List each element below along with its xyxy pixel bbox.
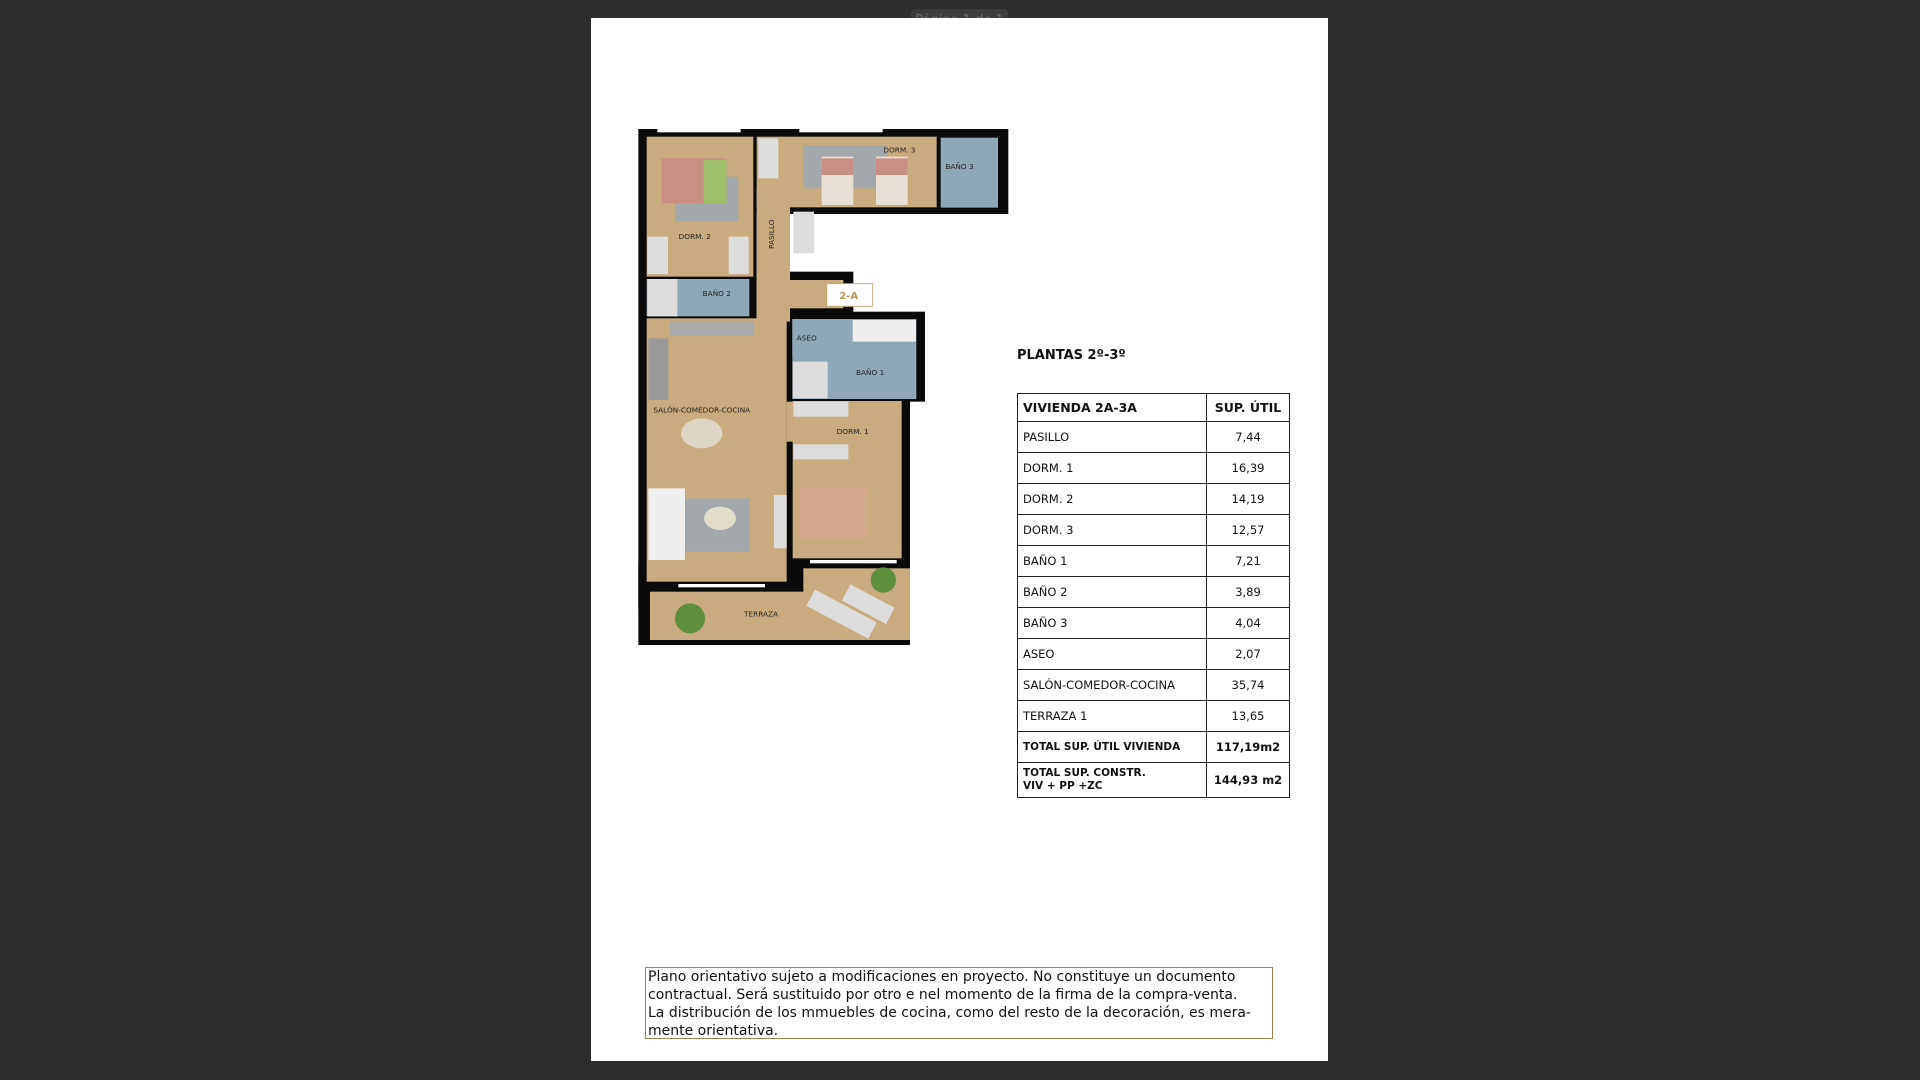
window bbox=[799, 129, 882, 132]
room-area: 16,39 bbox=[1207, 453, 1290, 484]
floors-title: PLANTAS 2º-3º bbox=[1017, 348, 1126, 363]
label-salon: SALÓN-COMEDOR-COCINA bbox=[653, 405, 751, 415]
label-bano2: BAÑO 2 bbox=[702, 289, 731, 298]
bed bbox=[798, 488, 870, 538]
room-name: DORM. 2 bbox=[1018, 484, 1207, 515]
table-row bbox=[1018, 577, 1290, 608]
shower bbox=[647, 279, 677, 316]
plant bbox=[675, 603, 705, 633]
label-bano1: BAÑO 1 bbox=[856, 368, 885, 377]
total-constr-sublabel: VIV + PP +ZC bbox=[1023, 780, 1103, 792]
room-area: 7,44 bbox=[1207, 422, 1290, 453]
room-name: ASEO bbox=[1018, 639, 1207, 670]
table-row bbox=[1018, 546, 1290, 577]
wardrobe bbox=[758, 138, 778, 178]
room-name: BAÑO 3 bbox=[1018, 608, 1207, 639]
note-line: contractual. Será sustituido por otro e nel momento de la firma de la compra-venta. bbox=[648, 987, 1238, 1003]
floor-plan bbox=[630, 125, 1020, 870]
total-util-label: TOTAL SUP. ÚTIL VIVIENDA bbox=[1018, 732, 1207, 763]
wardrobe bbox=[793, 402, 848, 417]
note-line: Plano orientativo sujeto a modificaciones en proyecto. No constituye un documento bbox=[648, 969, 1236, 985]
unit-tag: 2-A bbox=[839, 291, 859, 302]
room-name: DORM. 1 bbox=[1018, 453, 1207, 484]
total-util-value: 117,19m2 bbox=[1207, 732, 1290, 763]
total-constr-row bbox=[1018, 763, 1290, 798]
table-row bbox=[1018, 608, 1290, 639]
header-unit: VIVIENDA 2A-3A bbox=[1018, 394, 1207, 422]
room-name: PASILLO bbox=[1018, 422, 1207, 453]
room-name: TERRAZA 1 bbox=[1018, 701, 1207, 732]
label-bano3: BAÑO 3 bbox=[945, 162, 974, 171]
total-constr-value: 144,93 m2 bbox=[1207, 763, 1290, 798]
table-row bbox=[1018, 422, 1290, 453]
room-area: 2,07 bbox=[1207, 639, 1290, 670]
room-area: 14,19 bbox=[1207, 484, 1290, 515]
bathtub bbox=[853, 320, 916, 342]
room-area: 7,21 bbox=[1207, 546, 1290, 577]
room-area: 35,74 bbox=[1207, 670, 1290, 701]
label-terraza: TERRAZA bbox=[744, 609, 779, 619]
wardrobe bbox=[647, 237, 668, 274]
total-util-row bbox=[1018, 732, 1290, 763]
sofa bbox=[648, 488, 685, 560]
room-name: DORM. 3 bbox=[1018, 515, 1207, 546]
wardrobe bbox=[793, 444, 848, 459]
table-row bbox=[1018, 515, 1290, 546]
note-line: mente orientativa. bbox=[648, 1023, 779, 1039]
room-name: SALÓN-COMEDOR-COCINA bbox=[1018, 670, 1207, 701]
table-row bbox=[1018, 670, 1290, 701]
disclaimer-note bbox=[645, 967, 1273, 1039]
note-line: La distribución de los mmuebles de cocina, como del resto de la decoración, es mera- bbox=[648, 1005, 1251, 1021]
plant bbox=[871, 567, 896, 592]
shower bbox=[793, 362, 828, 399]
wardrobe bbox=[729, 237, 749, 274]
window bbox=[657, 129, 740, 132]
label-pasillo: PASILLO bbox=[767, 219, 776, 249]
label-dorm1: DORM. 1 bbox=[836, 427, 869, 436]
room-area: 4,04 bbox=[1207, 608, 1290, 639]
table-row bbox=[1018, 453, 1290, 484]
room-area: 3,89 bbox=[1207, 577, 1290, 608]
table-header bbox=[1018, 394, 1290, 422]
table-row bbox=[1018, 484, 1290, 515]
tv-unit bbox=[774, 495, 787, 548]
kitchen-counter bbox=[669, 321, 754, 336]
room-area: 12,57 bbox=[1207, 515, 1290, 546]
label-aseo: ASEO bbox=[796, 333, 817, 343]
room-name: BAÑO 2 bbox=[1018, 577, 1207, 608]
total-constr-label: TOTAL SUP. CONSTR. bbox=[1023, 767, 1146, 779]
areas-table bbox=[1017, 393, 1290, 798]
table-row bbox=[1018, 639, 1290, 670]
table-row bbox=[1018, 701, 1290, 732]
window bbox=[678, 584, 765, 587]
wardrobe bbox=[793, 212, 814, 254]
kitchen-counter bbox=[648, 338, 668, 400]
dining-table bbox=[681, 418, 722, 448]
label-dorm2: DORM. 2 bbox=[678, 232, 711, 241]
room-bano3 bbox=[941, 138, 998, 208]
header-area: SUP. ÚTIL bbox=[1207, 394, 1290, 422]
label-dorm3: DORM. 3 bbox=[883, 145, 916, 155]
room-area: 13,65 bbox=[1207, 701, 1290, 732]
room-name: BAÑO 1 bbox=[1018, 546, 1207, 577]
page-indicator: Página 1 de 1 bbox=[911, 9, 1008, 33]
window bbox=[810, 560, 897, 563]
room-pasillo bbox=[757, 188, 790, 321]
